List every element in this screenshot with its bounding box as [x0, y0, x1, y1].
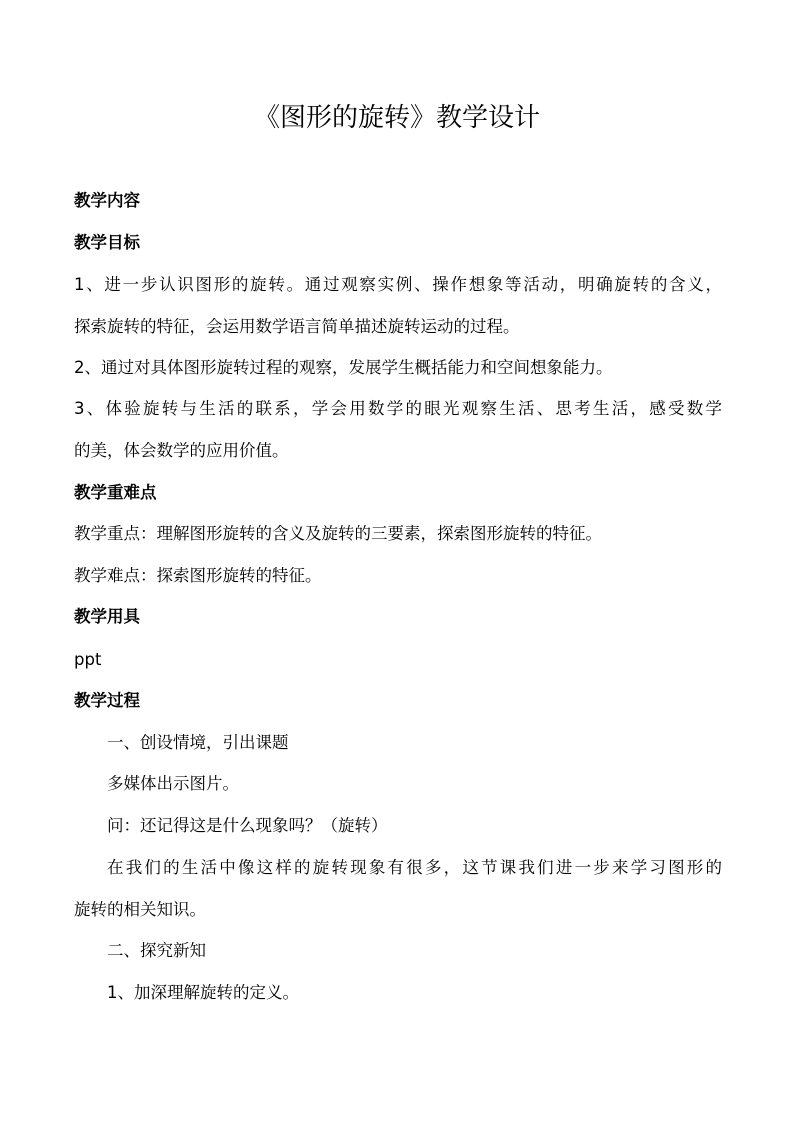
goal-3-line-1: 3、体验旋转与生活的联系，学会用数学的眼光观察生活、思考生活，感受数学: [74, 399, 722, 418]
process-step-1-paragraph-line-1: 在我们的生活中像这样的旋转现象有很多，这节课我们进一步来学习图形的: [107, 858, 722, 877]
document-title: 《图形的旋转》教学设计: [253, 103, 540, 133]
process-step-1-heading: 一、创设情境，引出课题: [107, 733, 289, 752]
heading-teaching-content: 教学内容: [74, 191, 140, 210]
tools-text: ppt: [74, 650, 102, 669]
heading-teaching-tools: 教学用具: [74, 607, 140, 626]
process-step-2-heading: 二、探究新知: [107, 941, 206, 960]
process-step-1-line-1: 多媒体出示图片。: [107, 774, 239, 793]
goal-1-line-1: 1、进一步认识图形的旋转。通过观察实例、操作想象等活动，明确旋转的含义，: [74, 275, 722, 294]
heading-teaching-process: 教学过程: [74, 691, 140, 710]
heading-key-points: 教学重难点: [74, 483, 157, 502]
process-step-1-paragraph-line-2: 旋转的相关知识。: [74, 900, 206, 919]
heading-teaching-goals: 教学目标: [74, 233, 140, 252]
goal-2-line-1: 2、通过对具体图形旋转过程的观察，发展学生概括能力和空间想象能力。: [74, 358, 613, 377]
difficulty-text: 教学难点：探索图形旋转的特征。: [74, 566, 322, 585]
goal-3-line-2: 的美，体会数学的应用价值。: [74, 441, 289, 460]
key-point-text: 教学重点：理解图形旋转的含义及旋转的三要素，探索图形旋转的特征。: [74, 524, 602, 543]
process-step-1-line-2: 问：还记得这是什么现象吗？（旋转）: [107, 816, 388, 835]
goal-1-line-2: 探索旋转的特征，会运用数学语言简单描述旋转运动的过程。: [74, 317, 520, 336]
process-step-2-item-1: 1、加深理解旋转的定义。: [107, 983, 299, 1002]
